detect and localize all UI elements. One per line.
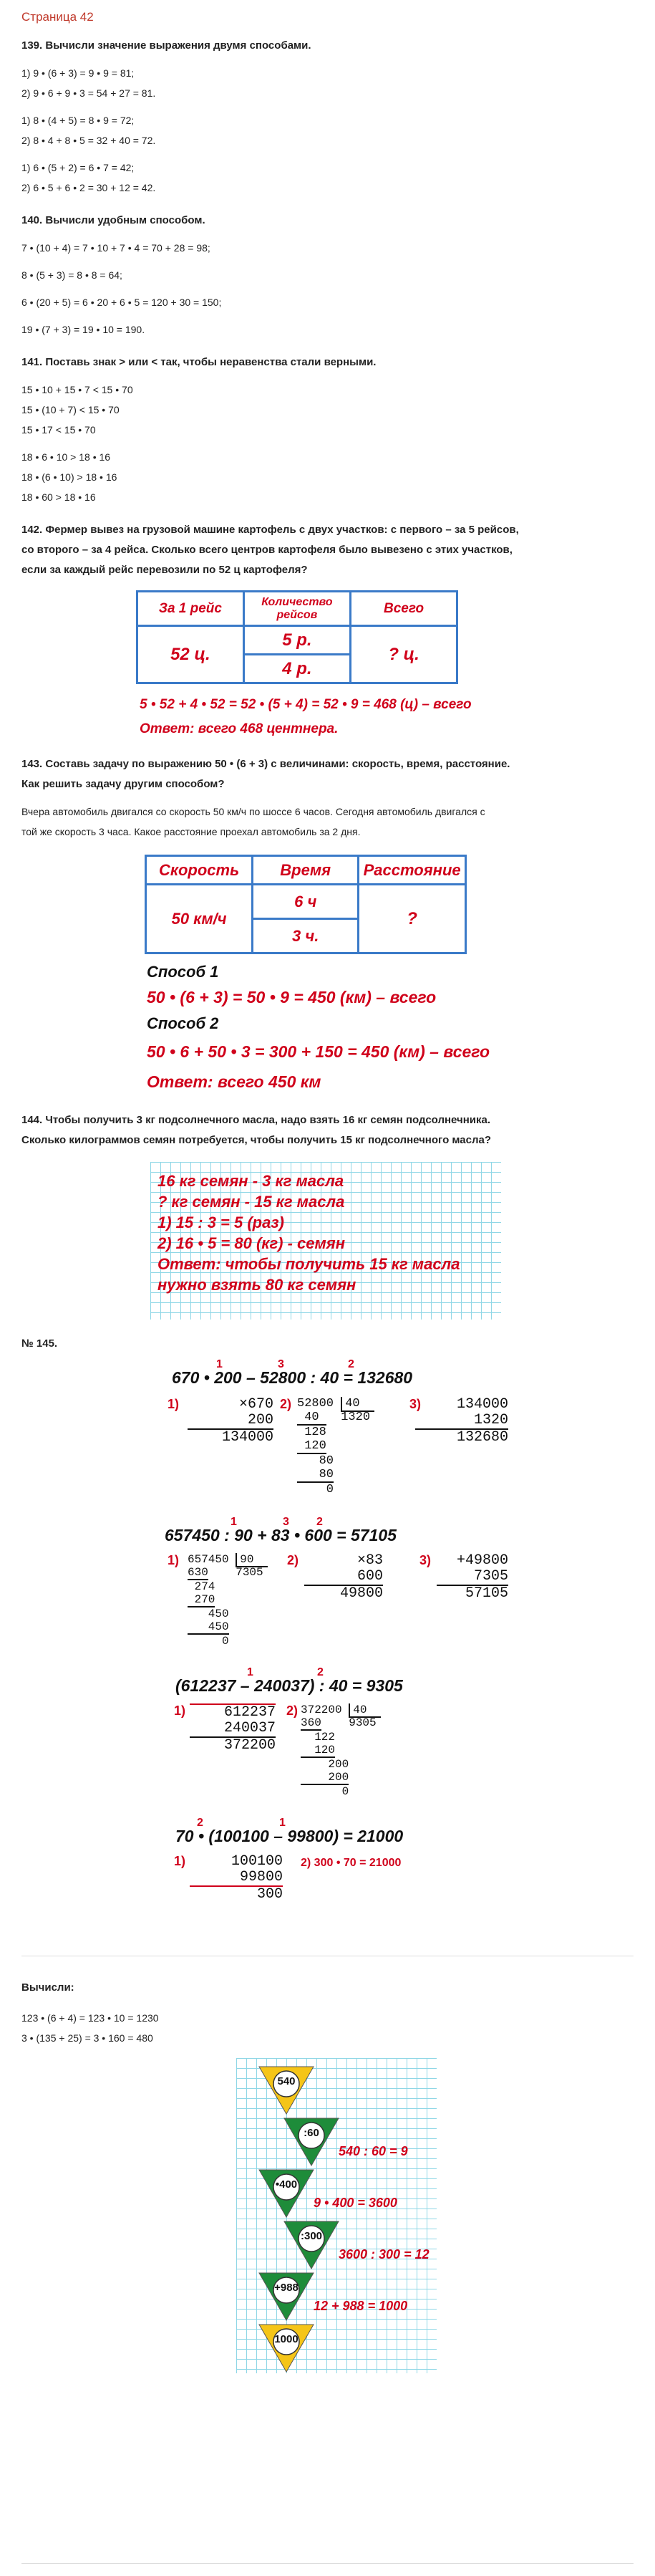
example-4: [174, 1817, 634, 1934]
solution-line: 2) 9 • 6 + 9 • 3 = 54 + 27 = 81.: [21, 87, 156, 99]
table-header: Всего: [351, 592, 457, 626]
column-calc: 1) ×670 200 134000: [168, 1396, 273, 1446]
triangle-shape: [258, 2323, 315, 2373]
triangle-shape: [258, 2272, 315, 2322]
step-label: 1): [174, 1854, 186, 1868]
chain-node: [258, 2168, 315, 2219]
step-label: 2): [287, 1553, 299, 1567]
column-division: 1) 657450 90 630 7305 274 270 450 450 0: [168, 1553, 268, 1648]
table-cell: 4 р.: [243, 655, 350, 683]
chain-value: •400: [275, 2178, 298, 2191]
triangle-shape: [283, 2117, 340, 2167]
step-label: 2): [280, 1397, 292, 1411]
order-mark: 1: [231, 1516, 237, 1528]
task-text-line: той же скорость 3 часа. Какое расстояние проехал автомобиль за 2 дня.: [21, 826, 361, 837]
note-line: 1) 15 : 3 = 5 (раз): [157, 1213, 284, 1231]
triangle-shape: [258, 2168, 315, 2219]
inequality-line: 15 • (10 + 7) < 15 • 70: [21, 404, 120, 415]
task-heading-line: 143. Составь задачу по выражению 50 • (6 + 3) с величинами: скорость, время, расстояние.: [21, 758, 510, 770]
solution-line: 6 • (20 + 5) = 6 • 20 + 6 • 5 = 120 + 30 = 150;: [21, 297, 222, 308]
method-label: Способ 1: [147, 963, 219, 981]
chain-node: [258, 2323, 315, 2373]
step-label: 3): [409, 1397, 422, 1411]
chain-value: +988: [274, 2282, 299, 2294]
column-division: 2) 52800 40 40 1320 128 120 80 80 0: [280, 1397, 375, 1496]
task-heading-line: Как решить задачу другим способом?: [21, 778, 225, 790]
expression: (612237 – 240037) : 40 = 9305: [175, 1676, 403, 1695]
task-heading: Вычисли:: [21, 1981, 74, 1994]
task-heading-line: со второго – за 4 рейса. Сколько всего центров картофеля было вывезено с этих участков,: [21, 544, 513, 556]
task-heading-line: если за каждый рейс перевозили по 52 ц картофеля?: [21, 564, 308, 576]
step-label: 1): [168, 1397, 180, 1411]
table-cell: 3 ч.: [253, 919, 359, 953]
solution-line: 5 • 52 + 4 • 52 = 52 • (5 + 4) = 52 • 9 = 468 (ц) – всего: [140, 697, 472, 712]
chain-note: 540 : 60 = 9: [339, 2144, 408, 2158]
column-calc: 2) ×83 600 49800: [287, 1552, 383, 1602]
table-cell: ?: [359, 885, 466, 953]
task-heading: 141. Поставь знак > или < так, чтобы неравенства стали верными.: [21, 356, 377, 368]
order-mark: 2: [348, 1358, 354, 1370]
solution-line: 123 • (6 + 4) = 123 • 10 = 1230: [21, 2012, 159, 2024]
answer-line: Ответ: всего 450 км: [147, 1072, 321, 1091]
table-header: Время: [253, 856, 359, 885]
table-header: Скорость: [146, 856, 253, 885]
inequality-line: 18 • 6 • 10 > 18 • 16: [21, 451, 111, 463]
step-label: 2): [286, 1703, 299, 1718]
step-line: 2) 300 • 70 = 21000: [301, 1857, 402, 1869]
chain-node: [283, 2117, 340, 2167]
chain-diagram: [236, 2058, 437, 2373]
example-1: [168, 1358, 634, 1519]
chain-value: 540: [277, 2075, 296, 2087]
note-line: ? кг семян - 15 кг масла: [157, 1193, 345, 1211]
task-heading: № 145.: [21, 1337, 58, 1350]
solution-line: 19 • (7 + 3) = 19 • 10 = 190.: [21, 324, 145, 335]
table-header: За 1 рейс: [137, 592, 244, 626]
chain-note: 3600 : 300 = 12: [339, 2247, 430, 2262]
example-2: [165, 1516, 634, 1669]
solution-line: 50 • 6 + 50 • 3 = 300 + 150 = 450 (км) – всего: [147, 1042, 490, 1061]
condition-table: [145, 855, 467, 954]
triangle-shape: [258, 2065, 315, 2115]
table-cell: ? ц.: [351, 626, 457, 683]
solution-line: 8 • (5 + 3) = 8 • 8 = 64;: [21, 269, 122, 281]
task-heading-line: 144. Чтобы получить 3 кг подсолнечного масла, надо взять 16 кг семян подсолнечника.: [21, 1114, 491, 1126]
table-cell: 52 ц.: [137, 626, 244, 683]
table-header: Количество рейсов: [243, 592, 350, 626]
note-line: 2) 16 • 5 = 80 (кг) - семян: [157, 1234, 346, 1252]
example-3: [174, 1666, 634, 1820]
task-142: [21, 520, 634, 741]
solution-line: 50 • (6 + 3) = 50 • 9 = 450 (км) – всего: [147, 988, 437, 1006]
task-140: [21, 211, 634, 340]
solution-line: 1) 8 • (4 + 5) = 8 • 9 = 72;: [21, 115, 135, 126]
expression: 657450 : 90 + 83 • 600 = 57105: [165, 1526, 397, 1544]
answer-line: Ответ: всего 468 центнера.: [140, 721, 339, 736]
condition-table: [136, 590, 458, 684]
chain-value: :60: [304, 2127, 319, 2139]
task-145: [21, 1334, 634, 1934]
note-line: 16 кг семян - 3 кг масла: [157, 1172, 344, 1190]
chain-node: [283, 2220, 340, 2270]
task-text-line: Вчера автомобиль двигался со скорость 50 км/ч по шоссе 6 часов. Сегодня автомобиль двигался с: [21, 806, 485, 817]
task-143: [21, 754, 634, 1097]
chain-value: :300: [300, 2230, 323, 2242]
grid-paper-notes: [150, 1162, 501, 1320]
task-heading: 139. Вычисли значение выражения двумя способами.: [21, 39, 311, 52]
order-mark: 1: [216, 1358, 223, 1370]
solution-line: 2) 8 • 4 + 8 • 5 = 32 + 40 = 72.: [21, 135, 156, 146]
page-title: Страница 42: [21, 10, 94, 24]
step-label: 1): [174, 1703, 186, 1718]
task-heading: 140. Вычисли удобным способом.: [21, 214, 205, 226]
solution-line: 2) 6 • 5 + 6 • 2 = 30 + 12 = 42.: [21, 182, 156, 193]
solution-line: 7 • (10 + 4) = 7 • 10 + 7 • 4 = 70 + 28 = 98;: [21, 242, 210, 254]
order-mark: 1: [279, 1817, 286, 1829]
note-line: Ответ: чтобы получить 15 кг масла: [157, 1255, 460, 1273]
column-calc: 1) 100100 99800 300: [174, 1853, 283, 1903]
inequality-line: 15 • 17 < 15 • 70: [21, 424, 96, 436]
order-mark: 1: [247, 1666, 253, 1678]
task-heading-line: Сколько килограммов семян потребуется, чтобы получить 15 кг подсолнечного масла?: [21, 1134, 492, 1146]
solution-line: 3 • (135 + 25) = 3 • 160 = 480: [21, 2032, 153, 2044]
order-mark: 2: [316, 1516, 323, 1528]
note-line: нужно взять 80 кг семян: [157, 1276, 356, 1294]
expression: 70 • (100100 – 99800) = 21000: [175, 1827, 404, 1845]
chain-note: 9 • 400 = 3600: [314, 2196, 397, 2210]
method-label: Способ 2: [147, 1014, 219, 1032]
table-cell: 5 р.: [243, 626, 350, 655]
step-label: 3): [419, 1553, 432, 1567]
chain-node: [258, 2065, 315, 2115]
order-mark: 2: [317, 1666, 324, 1678]
task-compute: [21, 1978, 634, 2373]
bottom-divider: [21, 2563, 634, 2564]
table-cell: 6 ч: [253, 885, 359, 919]
task-141: [21, 352, 634, 507]
column-calc: 1) 612237 240037 372200: [174, 1703, 276, 1754]
order-mark: 3: [278, 1358, 284, 1370]
column-calc: 3) 134000 1320 132680: [409, 1396, 508, 1446]
solution-line: 1) 9 • (6 + 3) = 9 • 9 = 81;: [21, 67, 135, 79]
inequality-line: 18 • 60 > 18 • 16: [21, 491, 96, 503]
expression: 670 • 200 – 52800 : 40 = 132680: [172, 1368, 413, 1387]
task-heading-line: 142. Фермер вывез на грузовой машине картофель с двух участков: с первого – за 5 рейсов,: [21, 524, 519, 536]
task-144: [21, 1110, 634, 1320]
triangle-shape: [283, 2220, 340, 2270]
order-mark: 3: [283, 1516, 289, 1528]
table-header: Расстояние: [359, 856, 466, 885]
step-label: 1): [168, 1553, 180, 1567]
column-calc: 3) +49800 7305 57105: [419, 1552, 508, 1602]
order-mark: 2: [197, 1817, 203, 1829]
chain-note: 12 + 988 = 1000: [314, 2299, 408, 2313]
inequality-line: 15 • 10 + 15 • 7 < 15 • 70: [21, 384, 133, 395]
inequality-line: 18 • (6 • 10) > 18 • 16: [21, 471, 117, 483]
task-139: [21, 36, 634, 198]
chain-value: 1000: [274, 2333, 299, 2345]
solution-line: 1) 6 • (5 + 2) = 6 • 7 = 42;: [21, 162, 135, 173]
column-division: 2) 372200 40 360 9305 122 120 200 200 0: [286, 1703, 381, 1798]
table-cell: 50 км/ч: [146, 885, 253, 953]
chain-node: [258, 2272, 315, 2322]
